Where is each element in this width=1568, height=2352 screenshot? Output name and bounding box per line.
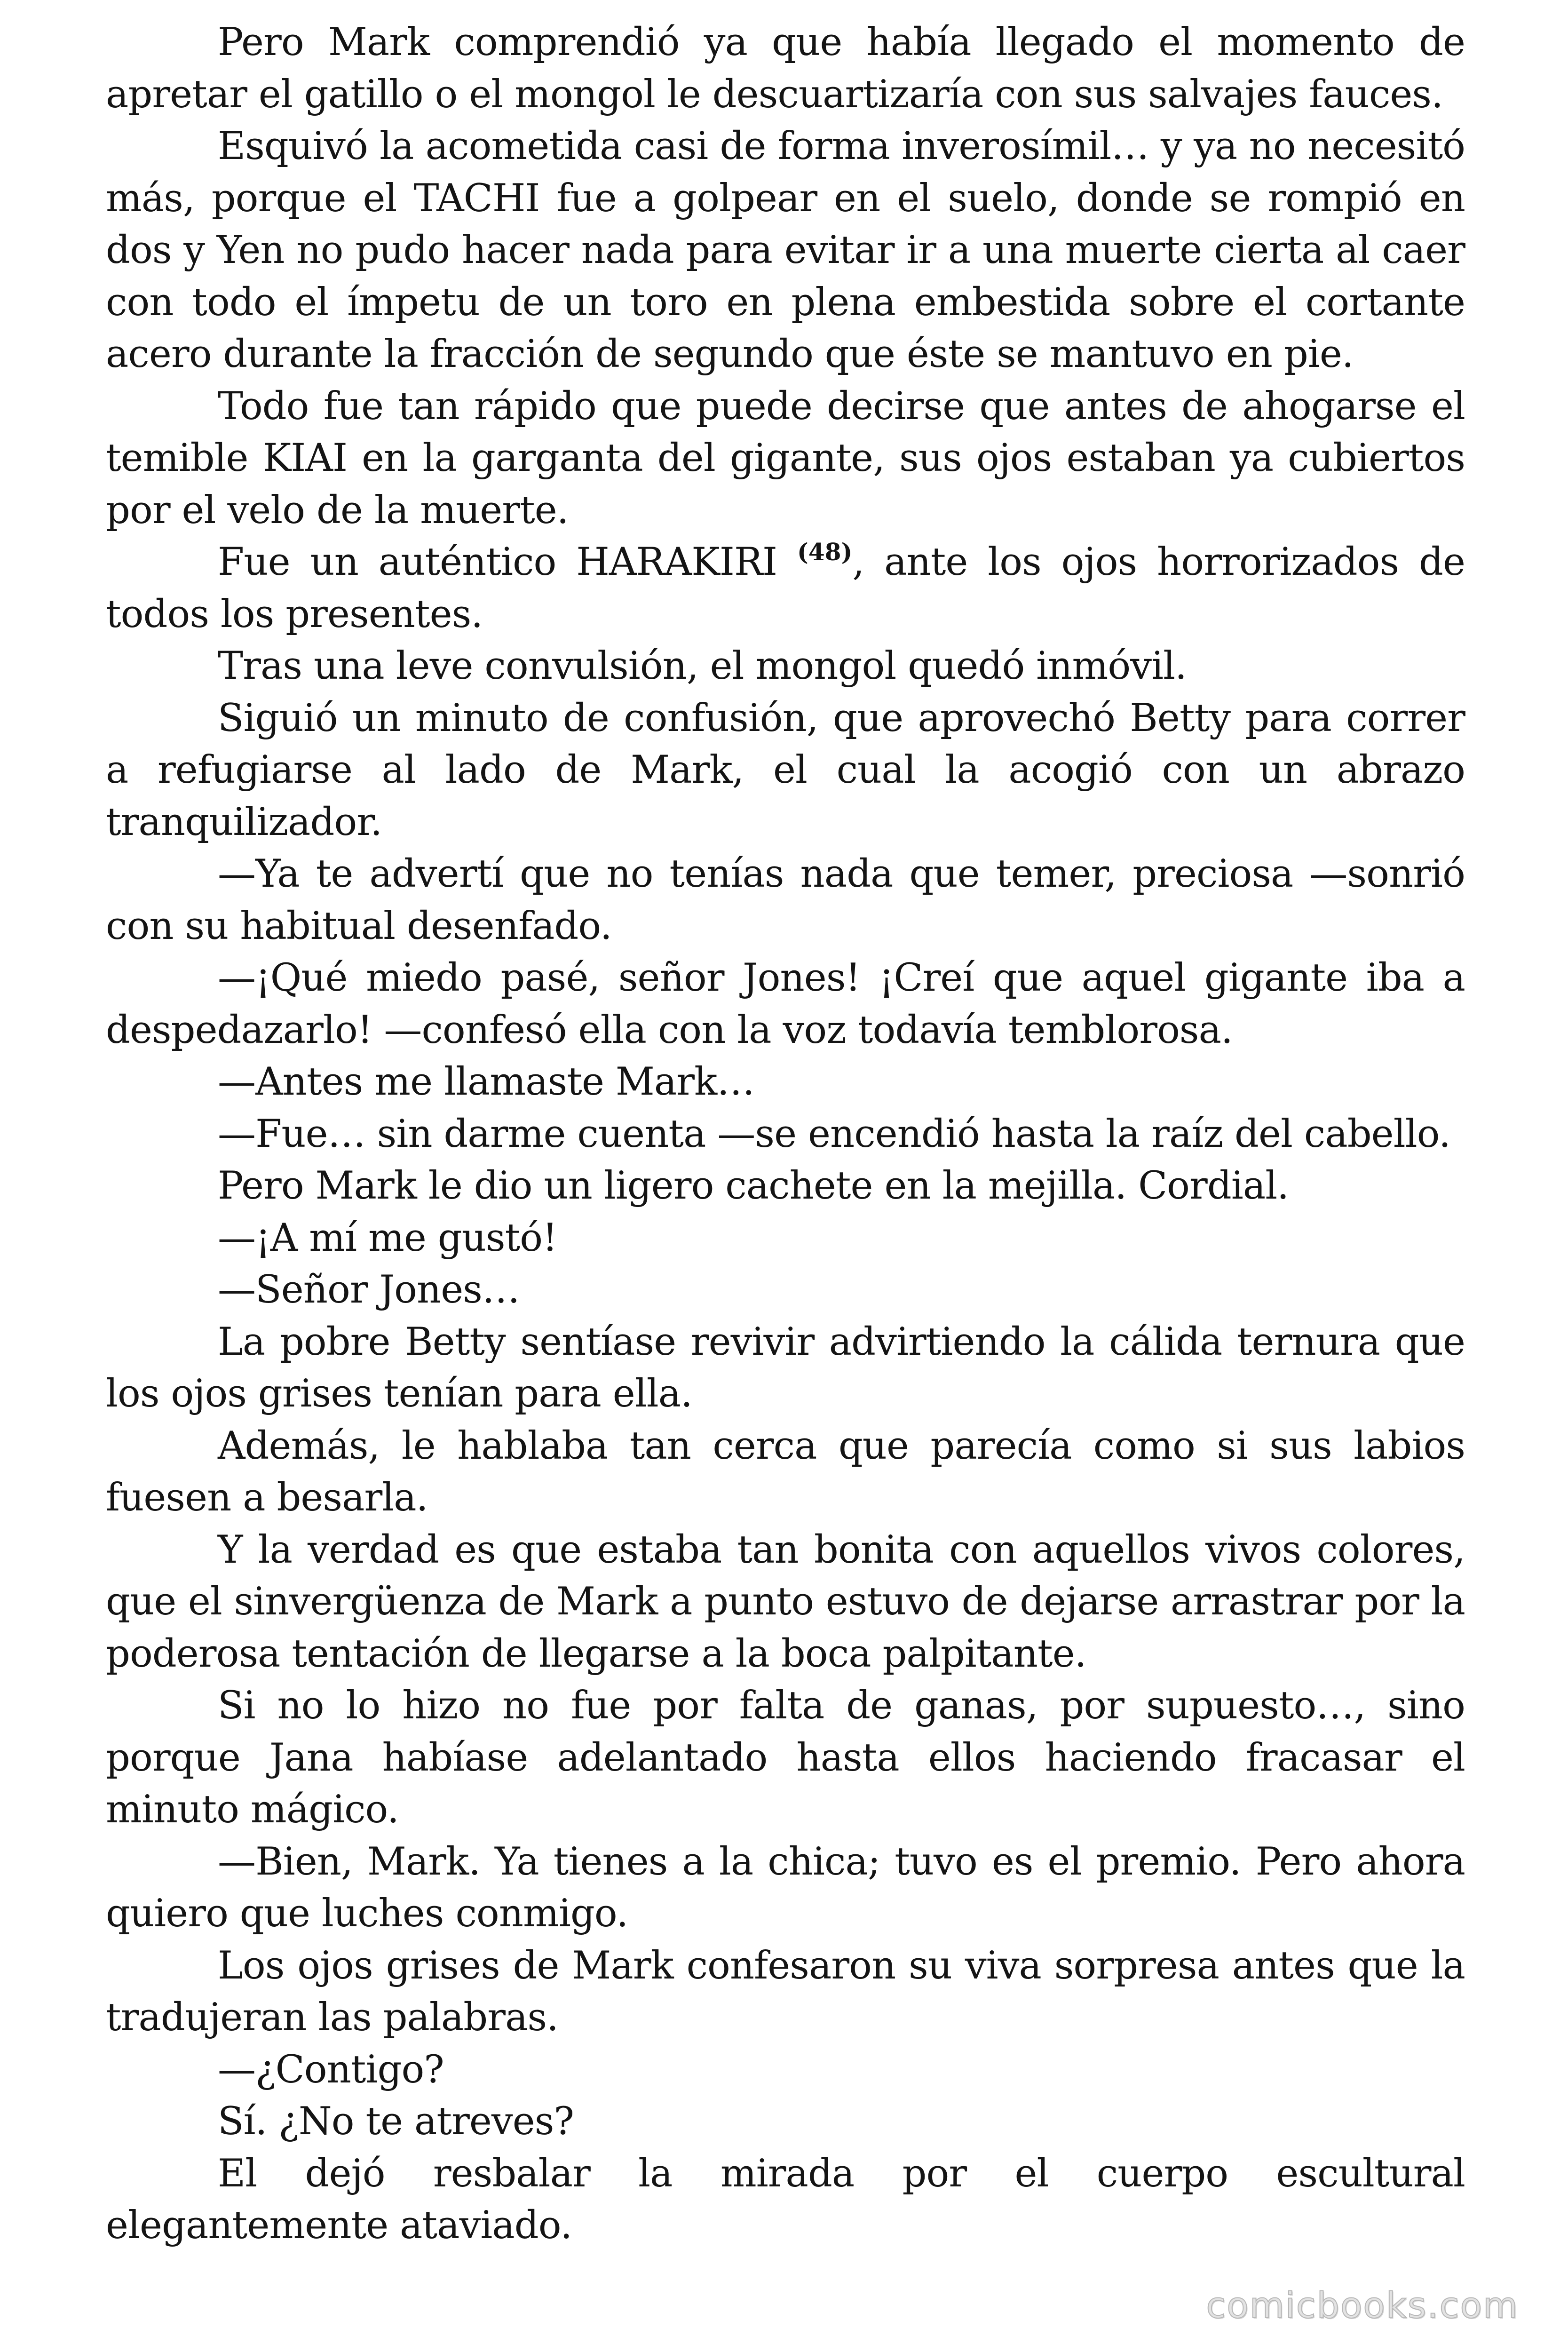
paragraph: Pero Mark le dio un ligero cachete en la mejilla. Cordial.: [218, 1164, 1289, 1208]
footnote-reference[interactable]: (48): [797, 538, 853, 566]
paragraph: —Antes me llamaste Mark…: [218, 1060, 755, 1104]
paragraph: Pero Mark comprendió ya que había llegado el momento de apretar el gatillo o el mongol le descuartizaría con sus salvajes fauces.: [106, 20, 1465, 117]
paragraph: [106, 536, 1465, 640]
paragraph-text: , ante los ojos horrorizados de todos los presentes.: [106, 540, 1465, 636]
paragraph: Si no lo hizo no fue por falta de ganas, por supuesto…, sino porque Jana habíase adelantado hasta ellos haciendo fracasar el minuto mágico.: [106, 1684, 1465, 1832]
paragraph: —¿Contigo?: [218, 2047, 444, 2092]
paragraph: Siguió un minuto de confusión, que aprovechó Betty para correr a refugiarse al lado de Mark, el cual la acogió con un abrazo tranquilizador.: [106, 696, 1465, 844]
paragraph: —Fue… sin darme cuenta —se encendió hasta la raíz del cabello.: [218, 1112, 1450, 1156]
paragraph: —Ya te advertí que no tenías nada que temer, preciosa —sonrió con su habitual desenfado.: [106, 852, 1465, 948]
watermark-logo: comicbooks.com: [1206, 2284, 1519, 2326]
paragraph: El dejó resbalar la mirada por el cuerpo escultural elegantemente ataviado.: [106, 2151, 1465, 2248]
paragraph: Sí. ¿No te atreves?: [218, 2099, 574, 2144]
paragraph: Tras una leve convulsión, el mongol quedó inmóvil.: [218, 644, 1187, 688]
paragraph: La pobre Betty sentíase revivir advirtiendo la cálida ternura que los ojos grises tenían para ella.: [106, 1319, 1465, 1416]
paragraph: —Señor Jones…: [218, 1268, 520, 1312]
paragraph: —¡Qué miedo pasé, señor Jones! ¡Creí que aquel gigante iba a despedazarlo! —confesó ella con la voz todavía temblorosa.: [106, 956, 1465, 1052]
paragraph: Los ojos grises de Mark confesaron su viva sorpresa antes que la tradujeran las palabras.: [106, 1943, 1465, 2040]
paragraph: —Bien, Mark. Ya tienes a la chica; tuvo es el premio. Pero ahora quiero que luches conmigo.: [106, 1839, 1465, 1936]
paragraph: Y la verdad es que estaba tan bonita con aquellos vivos colores, que el sinvergüenza de Mark a punto estuvo de dejarse arrastrar por la poderosa tentación de llegarse a la boca palpitante.: [106, 1527, 1465, 1676]
page-text: [106, 16, 1465, 2252]
paragraph: Todo fue tan rápido que puede decirse que antes de ahogarse el temible KIAI en la garganta del gigante, sus ojos estaban ya cubiertos por el velo de la muerte.: [106, 384, 1465, 532]
paragraph-text: Fue un auténtico HARAKIRI: [218, 540, 797, 584]
paragraph: Esquivó la acometida casi de forma inverosímil… y ya no necesitó más, porque el TACHI fue a golpear en el suelo, donde se rompió en dos y Yen no pudo hacer nada para evitar ir a una muerte cierta al caer con todo el ímpetu de un toro en plena embestida sobre el cortante acero durante la fracción de segundo que éste se mantuvo en pie.: [106, 124, 1465, 376]
paragraph: —¡A mí me gustó!: [218, 1216, 557, 1260]
paragraph: Además, le hablaba tan cerca que parecía como si sus labios fuesen a besarla.: [106, 1423, 1465, 1520]
